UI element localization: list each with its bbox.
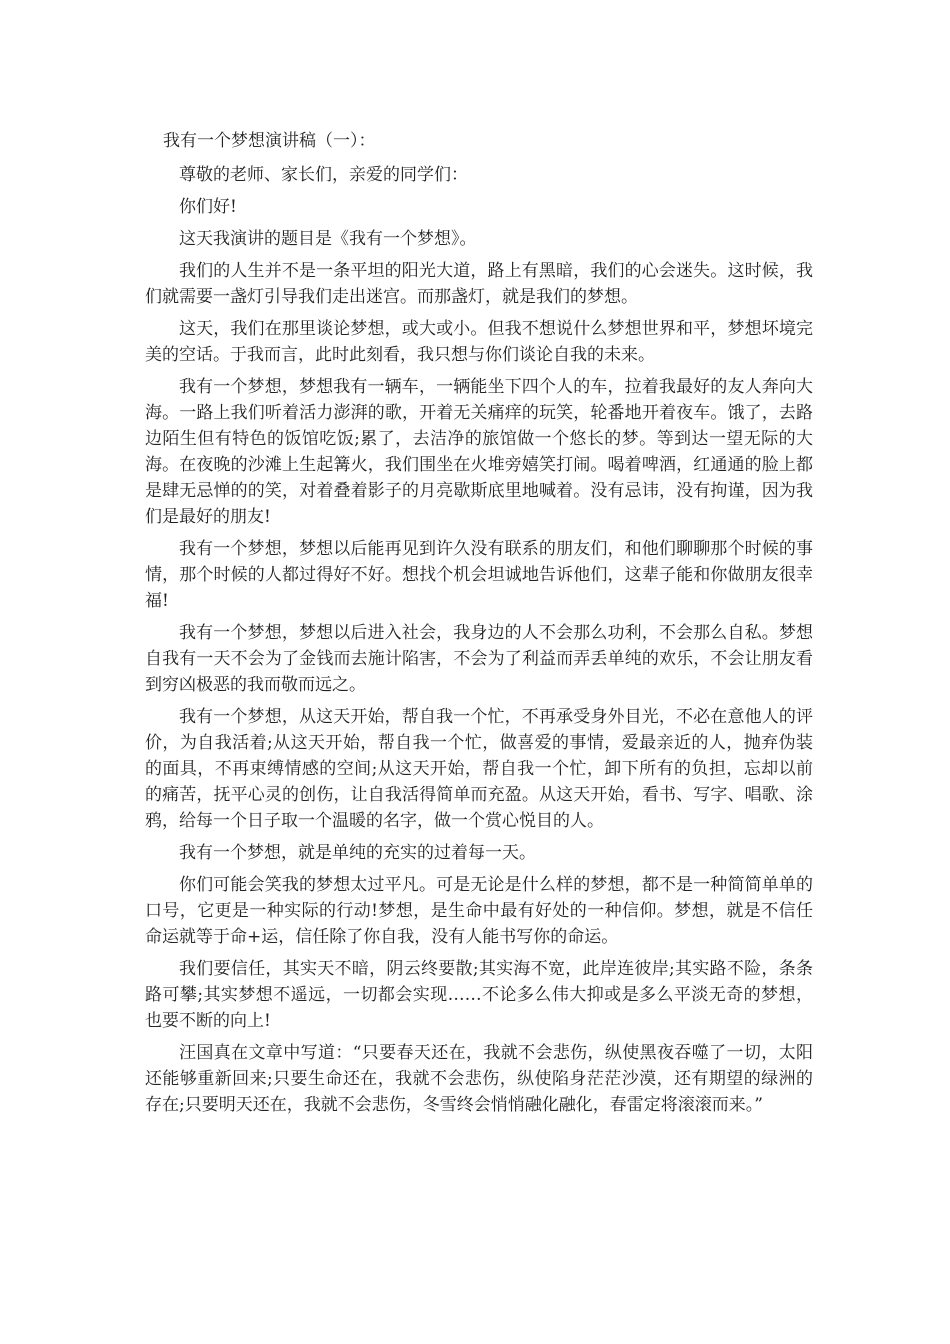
paragraph-dream-friends: 我有一个梦想，梦想以后能再见到许久没有联系的朋友们，和他们聊聊那个时候的事情，那个时候的人都过得好不好。想找个机会坦诚地告诉他们，这辈子能和你做朋友很幸福!	[145, 539, 813, 611]
paragraph-ordinary: 你们可能会笑我的梦想太过平凡。可是无论是什么样的梦想，都不是一种简简单单的口号，它更是一种实际的行动!梦想，是生命中最有好处的一种信仰。梦想，就是不信任命运就等于命+运，信任除了你自我，没有人能书写你的命运。	[145, 875, 813, 947]
paragraph-dream-simple: 我有一个梦想，就是单纯的充实的过着每一天。	[179, 843, 536, 863]
document-page	[145, 128, 813, 1124]
paragraph-dream-self: 我有一个梦想，从这天开始，帮自我一个忙，不再承受身外目光，不必在意他人的评价，为自我活着;从这天开始，帮自我一个忙，做喜爱的事情，爱最亲近的人，抛弃伪装的面具，不再束缚情感的空间;从这天开始，帮自我一个忙，卸下所有的负担，忘却以前的痛苦，抚平心灵的创伤，让自我活得简单而充盈。从这天开始，看书、写字、唱歌、涂鸦，给每一个日子取一个温暖的名字，做一个赏心悦目的人。	[145, 707, 813, 831]
paragraph-salutation: 尊敬的老师、家长们，亲爱的同学们：	[179, 165, 468, 185]
paragraph-greeting: 你们好!	[179, 197, 237, 217]
paragraph-topic: 这天我演讲的题目是《我有一个梦想》。	[179, 229, 477, 249]
document-title: 我有一个梦想演讲稿（一）：	[163, 131, 376, 151]
paragraph-believe: 我们要信任，其实天不暗，阴云终要散;其实海不宽，此岸连彼岸;其实路不险，条条路可攀;其实梦想不遥远，一切都会实现……不论多么伟大抑或是多么平淡无奇的梦想，也要不断的向上!	[145, 959, 813, 1031]
paragraph-today: 这天，我们在那里谈论梦想，或大或小。但我不想说什么梦想世界和平，梦想坏境完美的空话。于我而言，此时此刻看，我只想与你们谈论自我的未来。	[145, 319, 813, 365]
paragraph-life-path: 我们的人生并不是一条平坦的阳光大道，路上有黑暗，我们的心会迷失。这时候，我们就需要一盏灯引导我们走出迷宫。而那盏灯，就是我们的梦想。	[145, 261, 813, 307]
paragraph-dream-society: 我有一个梦想，梦想以后进入社会，我身边的人不会那么功利，不会那么自私。梦想自我有一天不会为了金钱而去施计陷害，不会为了利益而弄丢单纯的欢乐，不会让朋友看到穷凶极恶的我而敬而远之。	[145, 623, 813, 695]
paragraph-dream-car: 我有一个梦想，梦想我有一辆车，一辆能坐下四个人的车，拉着我最好的友人奔向大海。一路上我们听着活力澎湃的歌，开着无关痛痒的玩笑，轮番地开着夜车。饿了，去路边陌生但有特色的饭馆吃饭;累了，去洁净的旅馆做一个悠长的梦。等到达一望无际的大海。在夜晚的沙滩上生起篝火，我们围坐在火堆旁嬉笑打闹。喝着啤酒，红通通的脸上都是肆无忌惮的的笑，对着叠着影子的月亮歇斯底里地喊着。没有忌讳，没有拘谨，因为我们是最好的朋友!	[145, 377, 813, 527]
paragraph-quote: 汪国真在文章中写道：“只要春天还在，我就不会悲伤，纵使黑夜吞噬了一切，太阳还能够重新回来;只要生命还在，我就不会悲伤，纵使陷身茫茫沙漠，还有期望的绿洲的存在;只要明天还在，我就不会悲伤，冬雪终会悄悄融化融化，春雷定将滚滚而来。”	[145, 1043, 813, 1115]
